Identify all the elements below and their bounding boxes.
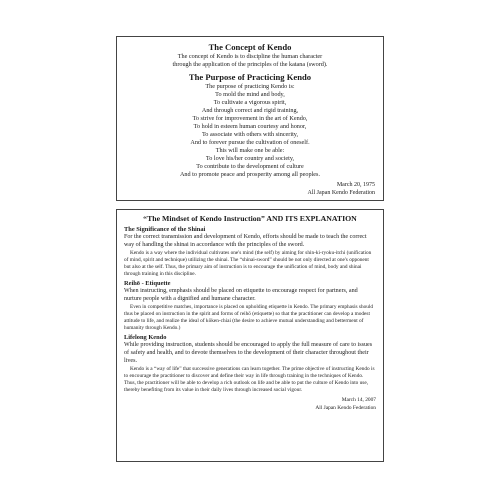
purpose-line: To cultivate a vigorous spirit, [213,99,287,106]
purpose-line: And through correct and rigid training, [201,107,299,114]
section-explanation: Kendo is a “way of life” that successive generations can learn together. The prime objective of instructing Kendo is to encourage the practitioner to discover and define their way in life through training in the techniques of Kendo. Thus, the practitioner will be able to develop a rich outlook on life and be able to put the culture of Kendo into use, thereby benefiting from its value in their daily lives through increased social vigour. [124,366,375,394]
concept-title: The Concept of Kendo [208,42,292,52]
concept-line-2: through the application of the principles of the katana (sword). [172,61,328,68]
section-lead: For the correct transmission and development of Kendo, efforts should be made to teach the correct way of handling the shinai in accordance with the principles of the sword. [124,234,367,248]
mindset-title: “The Mindset of Kendo Instruction” AND ITS EXPLANATION [143,214,357,223]
purpose-line: To mold the mind and body, [215,91,285,98]
purpose-date: March 20, 1975 [336,182,375,188]
purpose-line: And to promote peace and prosperity among all peoples. [179,171,321,178]
purpose-line: To love his/her country and society, [205,155,295,162]
section-heading: Reihō - Etiquette [124,280,171,288]
section-explanation: Even in competitive matches, importance is placed on upholding etiquette in Kendo. The primary emphasis should thus be placed on instruction in the spirit and forms of reihō (etiquette) so that the practitioner can develop a modest attitude to life, and realize the ideal of kōken-chiai (the desire to achieve mutual understanding and betterment of humanity through Kendo.) [124,304,374,332]
purpose-line: The purpose of practicing Kendo is: [205,83,295,90]
mindset-organization: All Japan Kendo Federation [315,404,376,411]
section-heading: Lifelong Kendo [124,334,167,342]
section-lead: When instructing, emphasis should be placed on etiquette to encourage respect for partners, and nurture people with a dignified and humane character. [124,288,358,303]
purpose-line: To strive for improvement in the art of Kendo, [192,115,308,122]
purpose-line: To associate with others with sincerity, [201,131,299,138]
mindset-panel [116,209,384,462]
purpose-organization: All Japan Kendo Federation [307,190,375,196]
section-heading: The Significance of the Shinai [124,226,206,233]
purpose-line: To hold in esteem human courtesy and honor, [193,123,307,130]
concept-line-1: The concept of Kendo is to discipline the human character [177,53,323,60]
purpose-line: To contribute to the development of culture [196,163,304,170]
mindset-date: March 14, 2007 [341,397,376,404]
section-lead: While providing instruction, students should be encouraged to apply the full measure of care to issues of safety and health, and to devote themselves to the development of their character throughout their lives. [124,342,373,365]
purpose-line: And to forever pursue the cultivation of oneself. [190,139,310,146]
concept-and-purpose-panel [116,36,384,201]
purpose-line: This will make one be able: [215,147,285,154]
section-explanation: Kendo is a way where the individual cultivates one's mind (the self) by aiming for shin-ki-ryoku-itchi (unification of mind, spirit and technique) utilizing the shinai. The “shinai-sword” should be not only directed at one's opponent but also at the self. Thus, the primary aim of instruction is to encourage the unification of mind, body and shinai through training in this discipline. [124,249,372,278]
purpose-title: The Purpose of Practicing Kendo [188,72,312,82]
